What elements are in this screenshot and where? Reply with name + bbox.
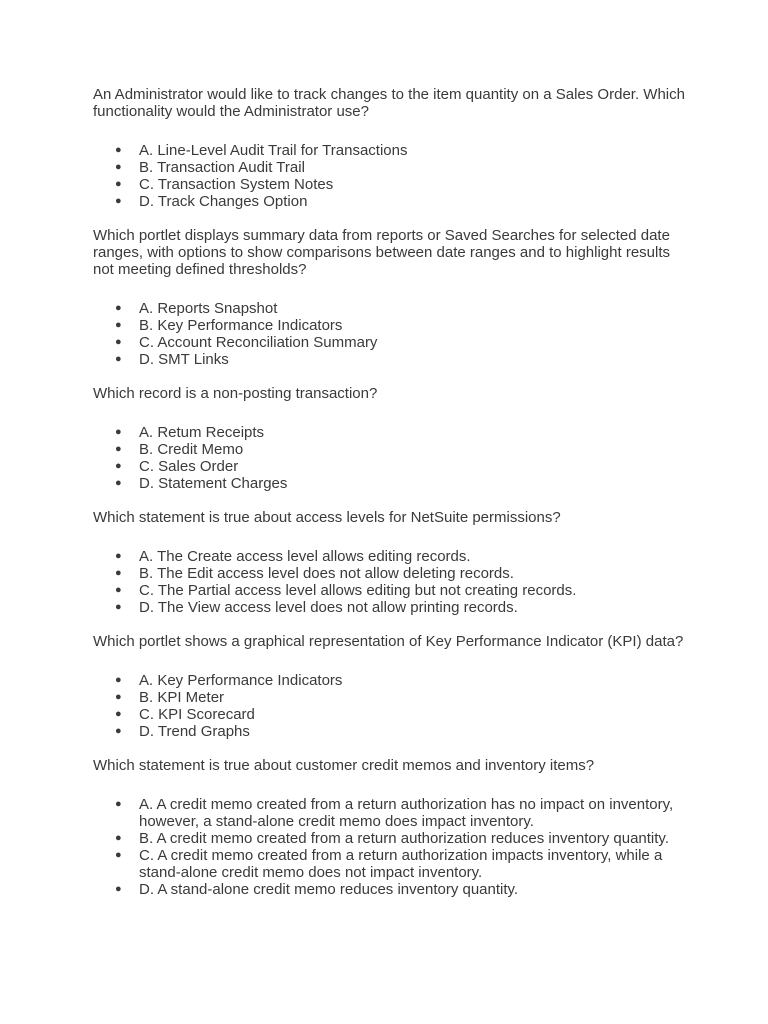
option-item	[93, 176, 684, 193]
option-item	[93, 565, 684, 582]
question-2-options	[93, 300, 693, 368]
bullet-icon: ●	[115, 460, 122, 472]
question-1: An Administrator would like to track changes to the item quantity on a Sales Order. Which functionality would the Administrator use?	[93, 86, 685, 120]
option-item	[93, 317, 684, 334]
option-text: C. Account Reconciliation Summary	[139, 334, 378, 351]
bullet-icon: ●	[115, 567, 122, 579]
bullet-icon: ●	[115, 691, 122, 703]
option-item	[93, 689, 684, 706]
question-4: Which statement is true about access levels for NetSuite permissions?	[93, 509, 561, 526]
option-item	[93, 548, 684, 565]
option-item	[93, 142, 684, 159]
option-item	[93, 351, 684, 368]
bullet-icon: ●	[115, 144, 122, 156]
option-item	[93, 706, 684, 723]
option-item	[93, 424, 684, 441]
bullet-icon: ●	[115, 883, 122, 895]
option-text: D. The View access level does not allow printing records.	[139, 599, 518, 616]
option-text: C. Sales Order	[139, 458, 239, 475]
bullet-icon: ●	[115, 161, 122, 173]
option-item	[93, 475, 684, 492]
option-text: D. A stand-alone credit memo reduces inventory quantity.	[139, 881, 519, 898]
option-item	[93, 300, 684, 317]
question-6-options	[93, 796, 693, 898]
bullet-icon: ●	[115, 798, 122, 810]
question-5: Which portlet shows a graphical representation of Key Performance Indicator (KPI) data?	[93, 633, 684, 650]
option-text: B. Transaction Audit Trail	[139, 159, 305, 176]
option-text: A. Line-Level Audit Trail for Transactions	[139, 142, 408, 159]
bullet-icon: ●	[115, 195, 122, 207]
option-text: D. Track Changes Option	[139, 193, 308, 210]
option-item	[93, 441, 684, 458]
option-text: A. Key Performance Indicators	[139, 672, 343, 689]
option-text: B. Credit Memo	[139, 441, 244, 458]
option-text: C. KPI Scorecard	[139, 706, 255, 723]
bullet-icon: ●	[115, 832, 122, 844]
question-3-options	[93, 424, 693, 492]
question-1-options	[93, 142, 693, 210]
question-3: Which record is a non-posting transaction?	[93, 385, 378, 402]
option-item	[93, 723, 684, 740]
option-item	[93, 672, 684, 689]
bullet-icon: ●	[115, 302, 122, 314]
option-item	[93, 193, 684, 210]
bullet-icon: ●	[115, 426, 122, 438]
option-text: D. Trend Graphs	[139, 723, 250, 740]
option-item	[93, 159, 684, 176]
option-text: C. A credit memo created from a return authorization impacts inventory, while a stand-alone credit memo does not impact inventory.	[139, 847, 663, 881]
question-4-options	[93, 548, 693, 616]
option-item	[93, 796, 684, 830]
option-text: B. A credit memo created from a return authorization reduces inventory quantity.	[139, 830, 669, 847]
option-text: A. Retum Receipts	[139, 424, 265, 441]
bullet-icon: ●	[115, 443, 122, 455]
bullet-icon: ●	[115, 319, 122, 331]
option-text: A. Reports Snapshot	[139, 300, 278, 317]
question-6: Which statement is true about customer credit memos and inventory items?	[93, 757, 595, 774]
question-2: Which portlet displays summary data from reports or Saved Searches for selected date ranges, with options to show comparisons between date ranges and to highlight results not meeting defined thresholds?	[93, 227, 671, 278]
option-text: B. KPI Meter	[139, 689, 225, 706]
option-text: D. Statement Charges	[139, 475, 288, 492]
bullet-icon: ●	[115, 477, 122, 489]
bullet-icon: ●	[115, 353, 122, 365]
option-item	[93, 582, 684, 599]
document-page	[93, 86, 693, 898]
option-text: B. Key Performance Indicators	[139, 317, 343, 334]
option-text: A. The Create access level allows editing records.	[139, 548, 471, 565]
bullet-icon: ●	[115, 725, 122, 737]
option-item	[93, 458, 684, 475]
option-item	[93, 334, 684, 351]
bullet-icon: ●	[115, 584, 122, 596]
option-item	[93, 881, 684, 898]
option-text: B. The Edit access level does not allow deleting records.	[139, 565, 514, 582]
option-item	[93, 599, 684, 616]
option-text: C. Transaction System Notes	[139, 176, 334, 193]
option-text: C. The Partial access level allows editing but not creating records.	[139, 582, 577, 599]
bullet-icon: ●	[115, 849, 122, 861]
option-item	[93, 830, 684, 847]
option-item	[93, 847, 684, 881]
bullet-icon: ●	[115, 178, 122, 190]
bullet-icon: ●	[115, 550, 122, 562]
bullet-icon: ●	[115, 674, 122, 686]
bullet-icon: ●	[115, 601, 122, 613]
question-5-options	[93, 672, 693, 740]
bullet-icon: ●	[115, 708, 122, 720]
option-text: A. A credit memo created from a return authorization has no impact on inventory, however, a stand-alone credit memo does impact inventory.	[139, 796, 674, 830]
bullet-icon: ●	[115, 336, 122, 348]
option-text: D. SMT Links	[139, 351, 229, 368]
